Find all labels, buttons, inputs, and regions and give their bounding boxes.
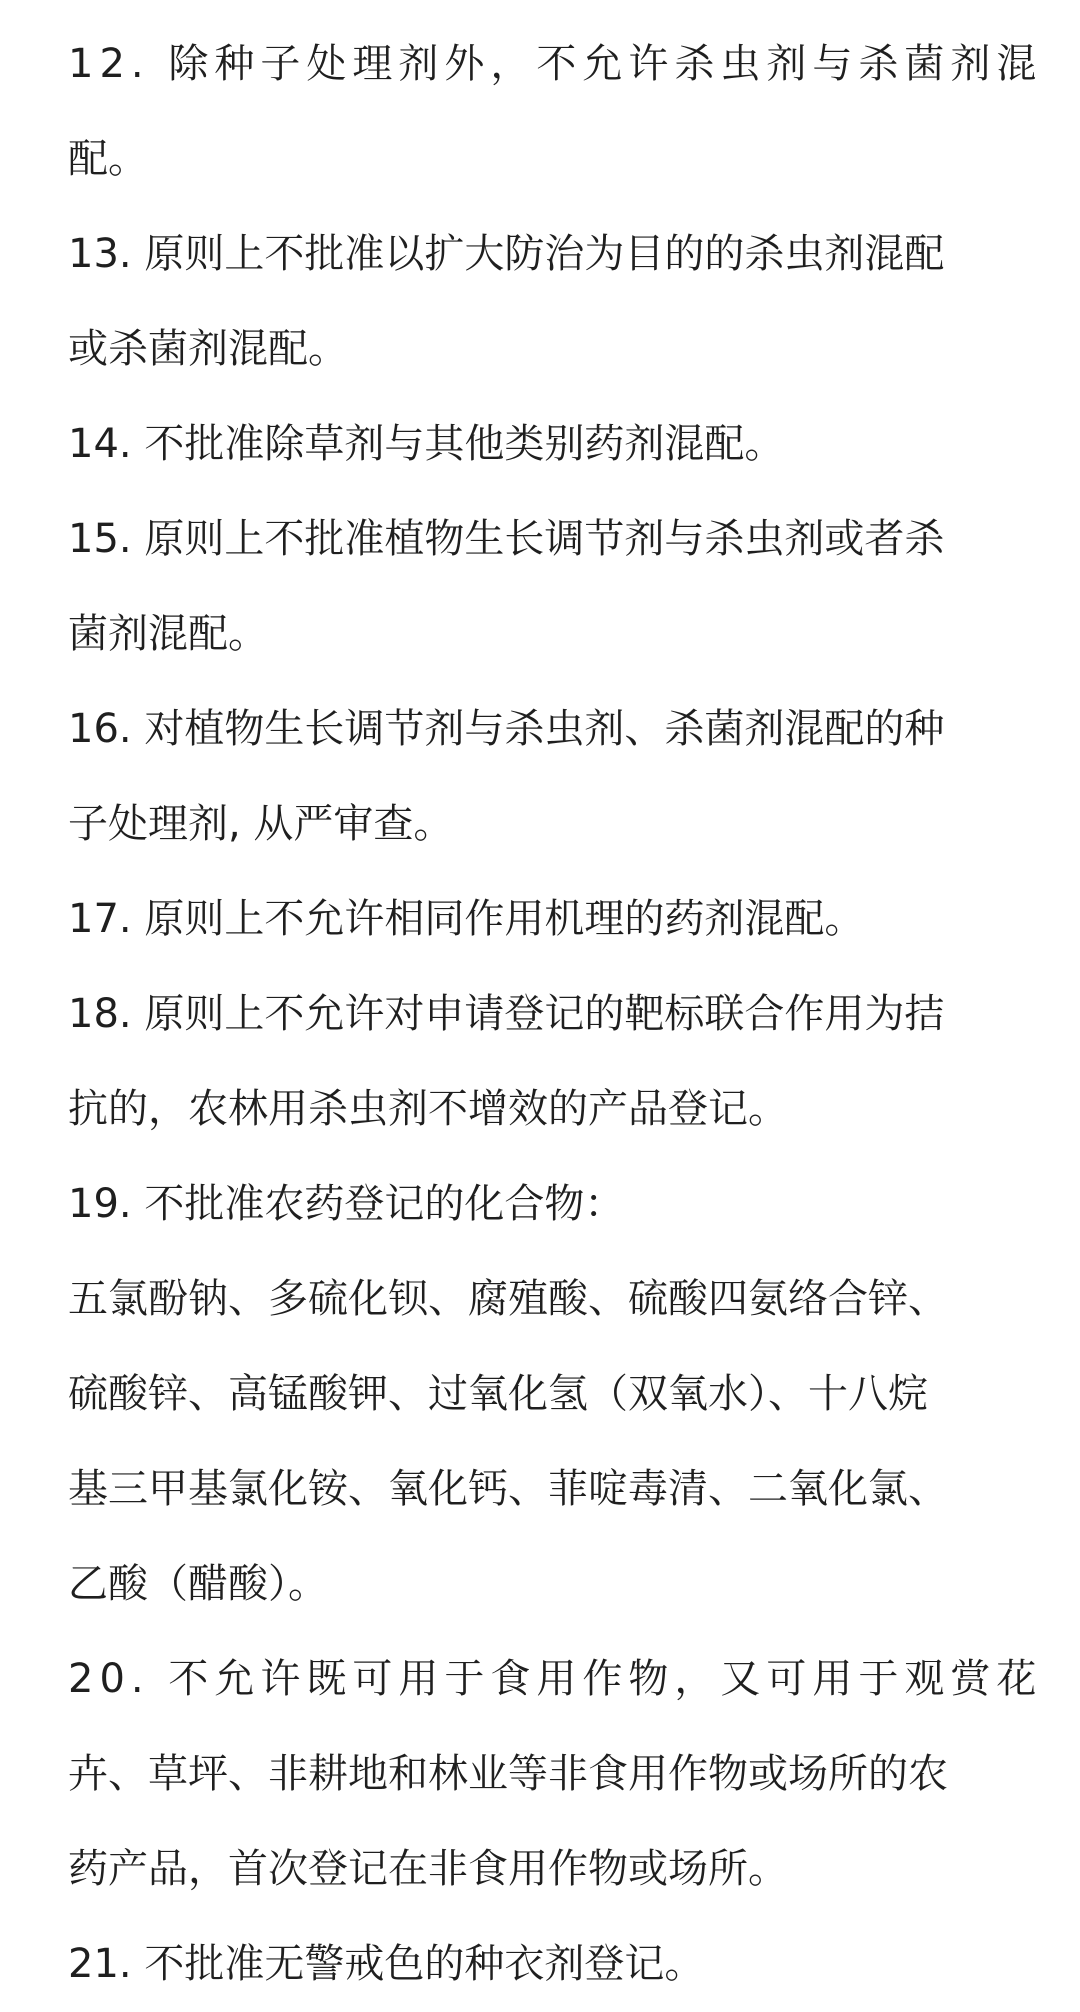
text-line-item-21: 21. 不批准无警戒色的种衣剂登记。 xyxy=(68,1941,705,1987)
text-line-item-13a: 13. 原则上不批准以扩大防治为目的的杀虫剂混配 xyxy=(68,231,945,277)
text-line-item-13b: 或杀菌剂混配。 xyxy=(68,326,348,372)
text-line-item-19-heading: 19. 不批准农药登记的化合物： xyxy=(68,1181,625,1227)
text-line-item-12b: 配。 xyxy=(68,136,148,182)
text-line-item-19-list-3: 基三甲基氯化铵、氧化钙、菲啶毒清、二氧化氯、 xyxy=(68,1466,948,1512)
text-line-item-17: 17. 原则上不允许相同作用机理的药剂混配。 xyxy=(68,896,865,942)
document-body xyxy=(68,17,1043,2012)
text-line-item-15a: 15. 原则上不批准植物生长调节剂与杀虫剂或者杀 xyxy=(68,516,945,562)
text-line-item-19-list-4: 乙酸（醋酸）。 xyxy=(68,1561,328,1607)
text-line-item-19-list-1: 五氯酚钠、多硫化钡、腐殖酸、硫酸四氨络合锌、 xyxy=(68,1276,948,1322)
text-line-item-12a: 12. 除种子处理剂外，不允许杀虫剂与杀菌剂混 xyxy=(68,41,1043,87)
text-line-item-20a: 20. 不允许既可用于食用作物，又可用于观赏花 xyxy=(68,1656,1043,1702)
text-line-item-16b: 子处理剂, 从严审查。 xyxy=(68,801,454,847)
text-line-item-18a: 18. 原则上不允许对申请登记的靶标联合作用为拮 xyxy=(68,991,945,1037)
text-line-item-18b: 抗的，农林用杀虫剂不增效的产品登记。 xyxy=(68,1086,788,1132)
text-line-item-16a: 16. 对植物生长调节剂与杀虫剂、杀菌剂混配的种 xyxy=(68,706,945,752)
text-line-item-15b: 菌剂混配。 xyxy=(68,611,268,657)
text-line-item-20c: 药产品，首次登记在非食用作物或场所。 xyxy=(68,1846,788,1892)
text-line-item-19-list-2: 硫酸锌、高锰酸钾、过氧化氢（双氧水）、十八烷 xyxy=(68,1371,928,1417)
text-line-item-20b: 卉、草坪、非耕地和林业等非食用作物或场所的农 xyxy=(68,1751,948,1797)
text-line-item-14: 14. 不批准除草剂与其他类别药剂混配。 xyxy=(68,421,785,467)
